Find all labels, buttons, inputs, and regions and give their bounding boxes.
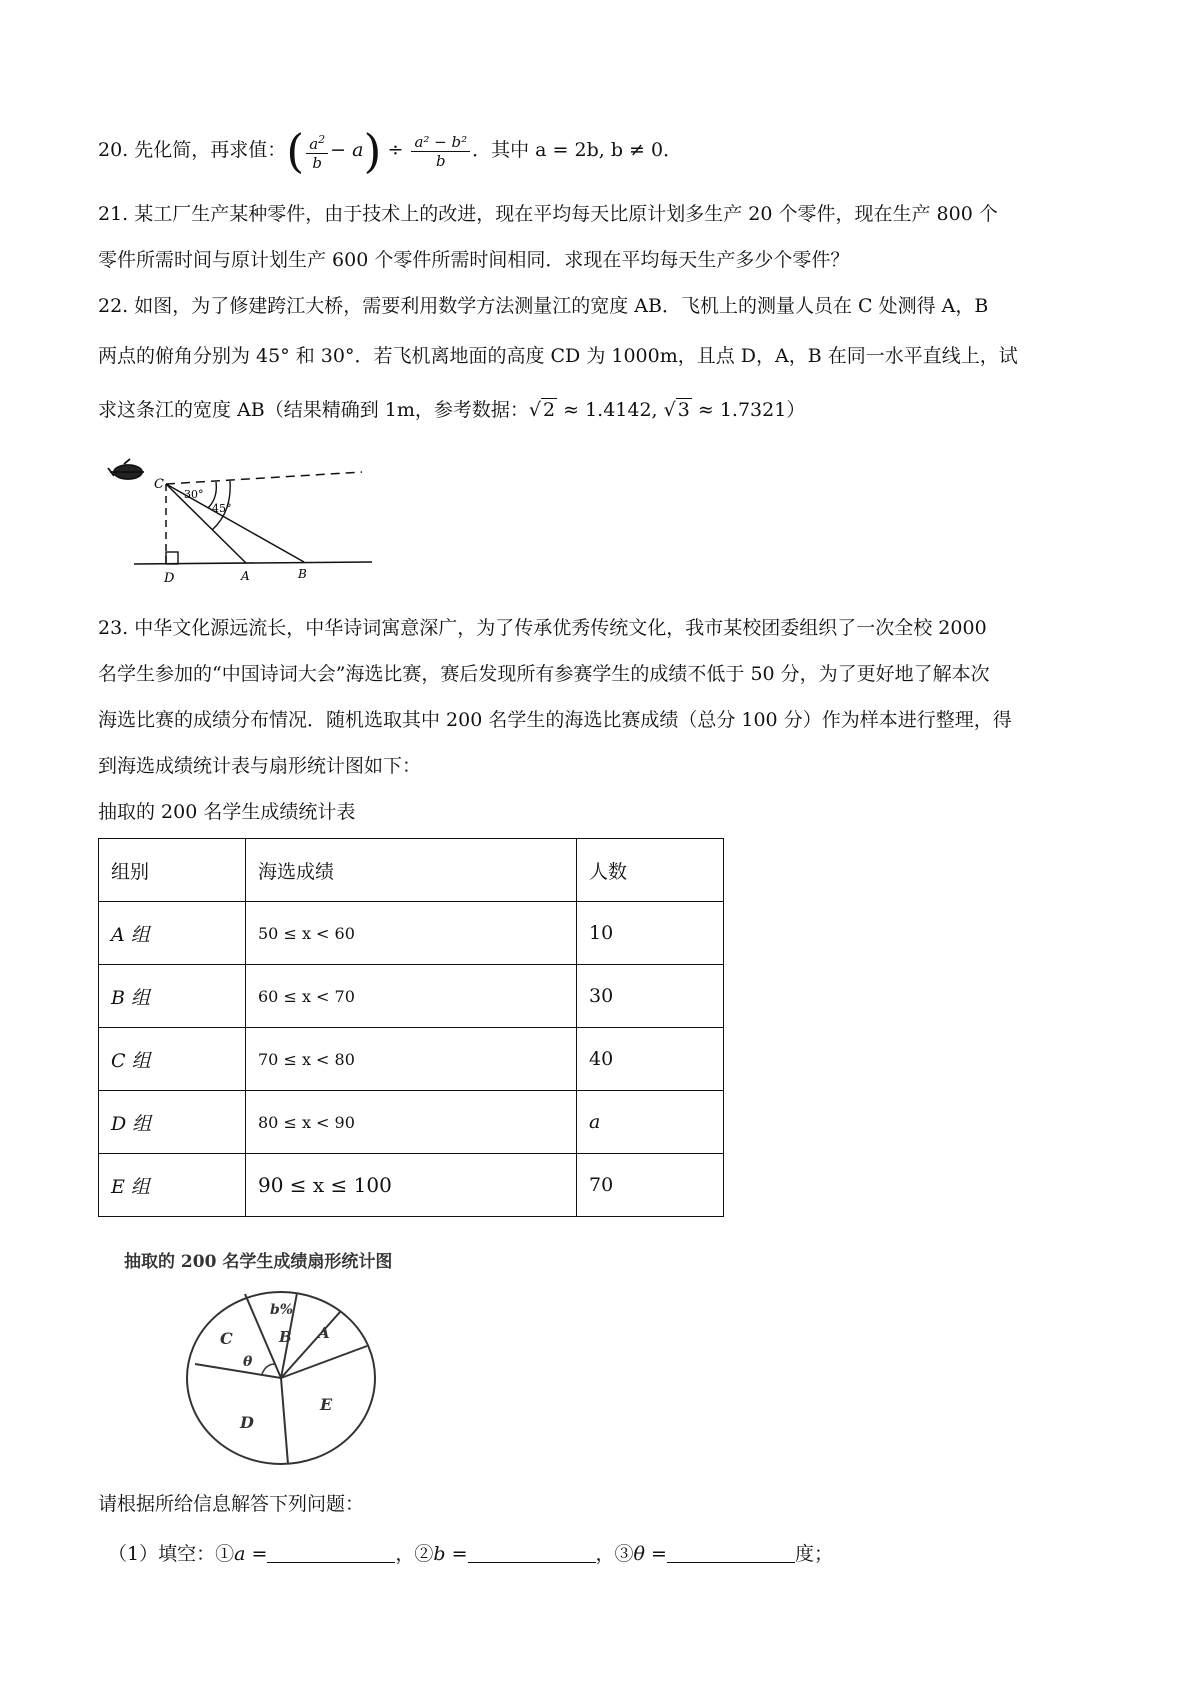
sqrt2-radicand: 2 [542,399,556,421]
group-cell: B 组 [99,965,246,1028]
frac1-denominator: b [312,153,322,172]
label-c: C [154,477,164,492]
score-range-cell: 60 ≤ x < 70 [246,965,577,1028]
pie-radius [281,1346,367,1378]
pie-label-b: B [279,1328,292,1346]
score-range-cell: 50 ≤ x < 60 [246,902,577,965]
label-a: A [241,569,250,583]
pie-label-d: D [240,1413,254,1432]
table-row [99,965,724,1028]
divide-sign: ÷ [387,139,404,161]
q22-line1: 22. 如图，为了修建跨江大桥，需要利用数学方法测量江的宽度 AB．飞机上的测量人员在 C 处测得 A，B [98,295,989,317]
answer-blank-theta[interactable] [667,1542,795,1563]
pie-title: 抽取的 200 名学生成绩扇形统计图 [124,1252,393,1272]
fill-suffix: 度； [794,1543,833,1565]
frac1-exponent: 2 [318,132,326,146]
answer-blank-b[interactable] [468,1542,596,1563]
fill-a-var: a = [234,1543,268,1565]
sqrt3-radicand: 3 [677,399,690,421]
header-count: 人数 [577,839,724,902]
fill-sep1: ，② [395,1543,434,1565]
q23-instruction: 请根据所给信息解答下列问题： [98,1493,365,1515]
group-cell: A 组 [99,902,246,965]
frac2-numerator: a² − b² [411,133,470,152]
pie-label-a: A [318,1324,330,1342]
approx2: ≈ 1.4142, [557,399,664,421]
line-ca [166,484,246,563]
label-d: D [164,571,175,586]
label-b: B [298,567,307,581]
count-cell: 30 [577,965,724,1028]
q22-line2: 两点的俯角分别为 45° 和 30°．若飞机离地面的高度 CD 为 1000m，且点 D，A，B 在同一水平直线上，试 [98,345,1018,367]
pie-label-b-pct: b% [270,1302,294,1318]
score-range-cell: 70 ≤ x < 80 [246,1028,577,1091]
score-range-cell: 90 ≤ x ≤ 100 [246,1154,577,1217]
table-row [99,1028,724,1091]
count-cell: 10 [577,902,724,965]
header-score: 海选成绩 [246,839,577,902]
q20-condition: ．其中 a = 2b, b ≠ 0． [472,139,683,161]
group-cell: D 组 [99,1091,246,1154]
q22-line3 [98,396,805,424]
sqrt-sign: √ [663,399,676,421]
q22-line3-text: 求这条江的宽度 AB（结果精确到 1m，参考数据： [98,399,529,421]
count-cell: 70 [577,1154,724,1217]
header-group: 组别 [99,839,246,902]
pie-label-c: C [220,1329,233,1348]
fill-in-line [108,1540,833,1568]
pie-radius [281,1378,288,1464]
q20-prefix: 20. 先化简，再求值： [98,139,287,161]
airplane-icon [108,459,144,479]
sqrt-sign: √ [528,399,541,421]
fill-prefix: （1）填空：① [108,1543,235,1565]
right-angle-marker [166,552,178,564]
table-title: 抽取的 200 名学生成绩统计表 [98,801,356,823]
pie-label-theta: θ [243,1354,253,1370]
score-table [98,838,724,1217]
left-paren: ( [286,124,305,178]
count-cell: a [577,1091,724,1154]
fraction-a2-b2-over-b [411,133,470,170]
fill-sep2: ，③ [595,1543,634,1565]
theta-arc [262,1364,275,1374]
frac2-denominator: b [435,151,446,170]
label-angle-30: 30° [184,488,204,501]
q23-line3: 海选比赛的成绩分布情况．随机选取其中 200 名学生的海选比赛成绩（总分 100 分）作为样本进行整理，得 [98,709,1012,731]
question-20 [98,124,683,178]
table-row [99,902,724,965]
approx3: ≈ 1.7321） [691,399,806,421]
group-cell: E 组 [99,1154,246,1217]
answer-blank-a[interactable] [267,1542,395,1563]
fill-b-var: b = [433,1543,468,1565]
right-paren: ) [363,124,382,178]
q23-line1: 23. 中华文化源远流长，中华诗词寓意深广，为了传承优秀传统文化，我市某校团委组织了一次全校 2000 [98,617,987,639]
table-header-row [99,839,724,902]
pie-figure [180,1286,380,1476]
fill-theta-var: θ = [633,1543,667,1565]
label-angle-45: 45° [212,502,232,515]
minus-a: − a [330,139,364,161]
score-range-cell: 80 ≤ x < 90 [246,1091,577,1154]
q23-line4: 到海选成绩统计表与扇形统计图如下： [98,755,422,777]
q21-line2: 零件所需时间与原计划生产 600 个零件所需时间相同．求现在平均每天生产多少个零件？ [98,249,850,271]
pie-label-e: E [320,1395,333,1414]
q23-line2: 名学生参加的“中国诗词大会”海选比赛，赛后发现所有参赛学生的成绩不低于 50 分，为了更好地了解本次 [98,663,990,685]
bridge-figure [100,450,380,590]
group-cell: C 组 [99,1028,246,1091]
horizontal-dashed-line [166,472,362,484]
frac1-numerator: a [309,134,319,153]
count-cell: 40 [577,1028,724,1091]
table-row [99,1154,724,1217]
table-row [99,1091,724,1154]
q21-line1: 21. 某工厂生产某种零件，由于技术上的改进，现在平均每天比原计划多生产 20 个零件，现在生产 800 个 [98,203,998,225]
fraction-a2-over-b [306,131,328,172]
